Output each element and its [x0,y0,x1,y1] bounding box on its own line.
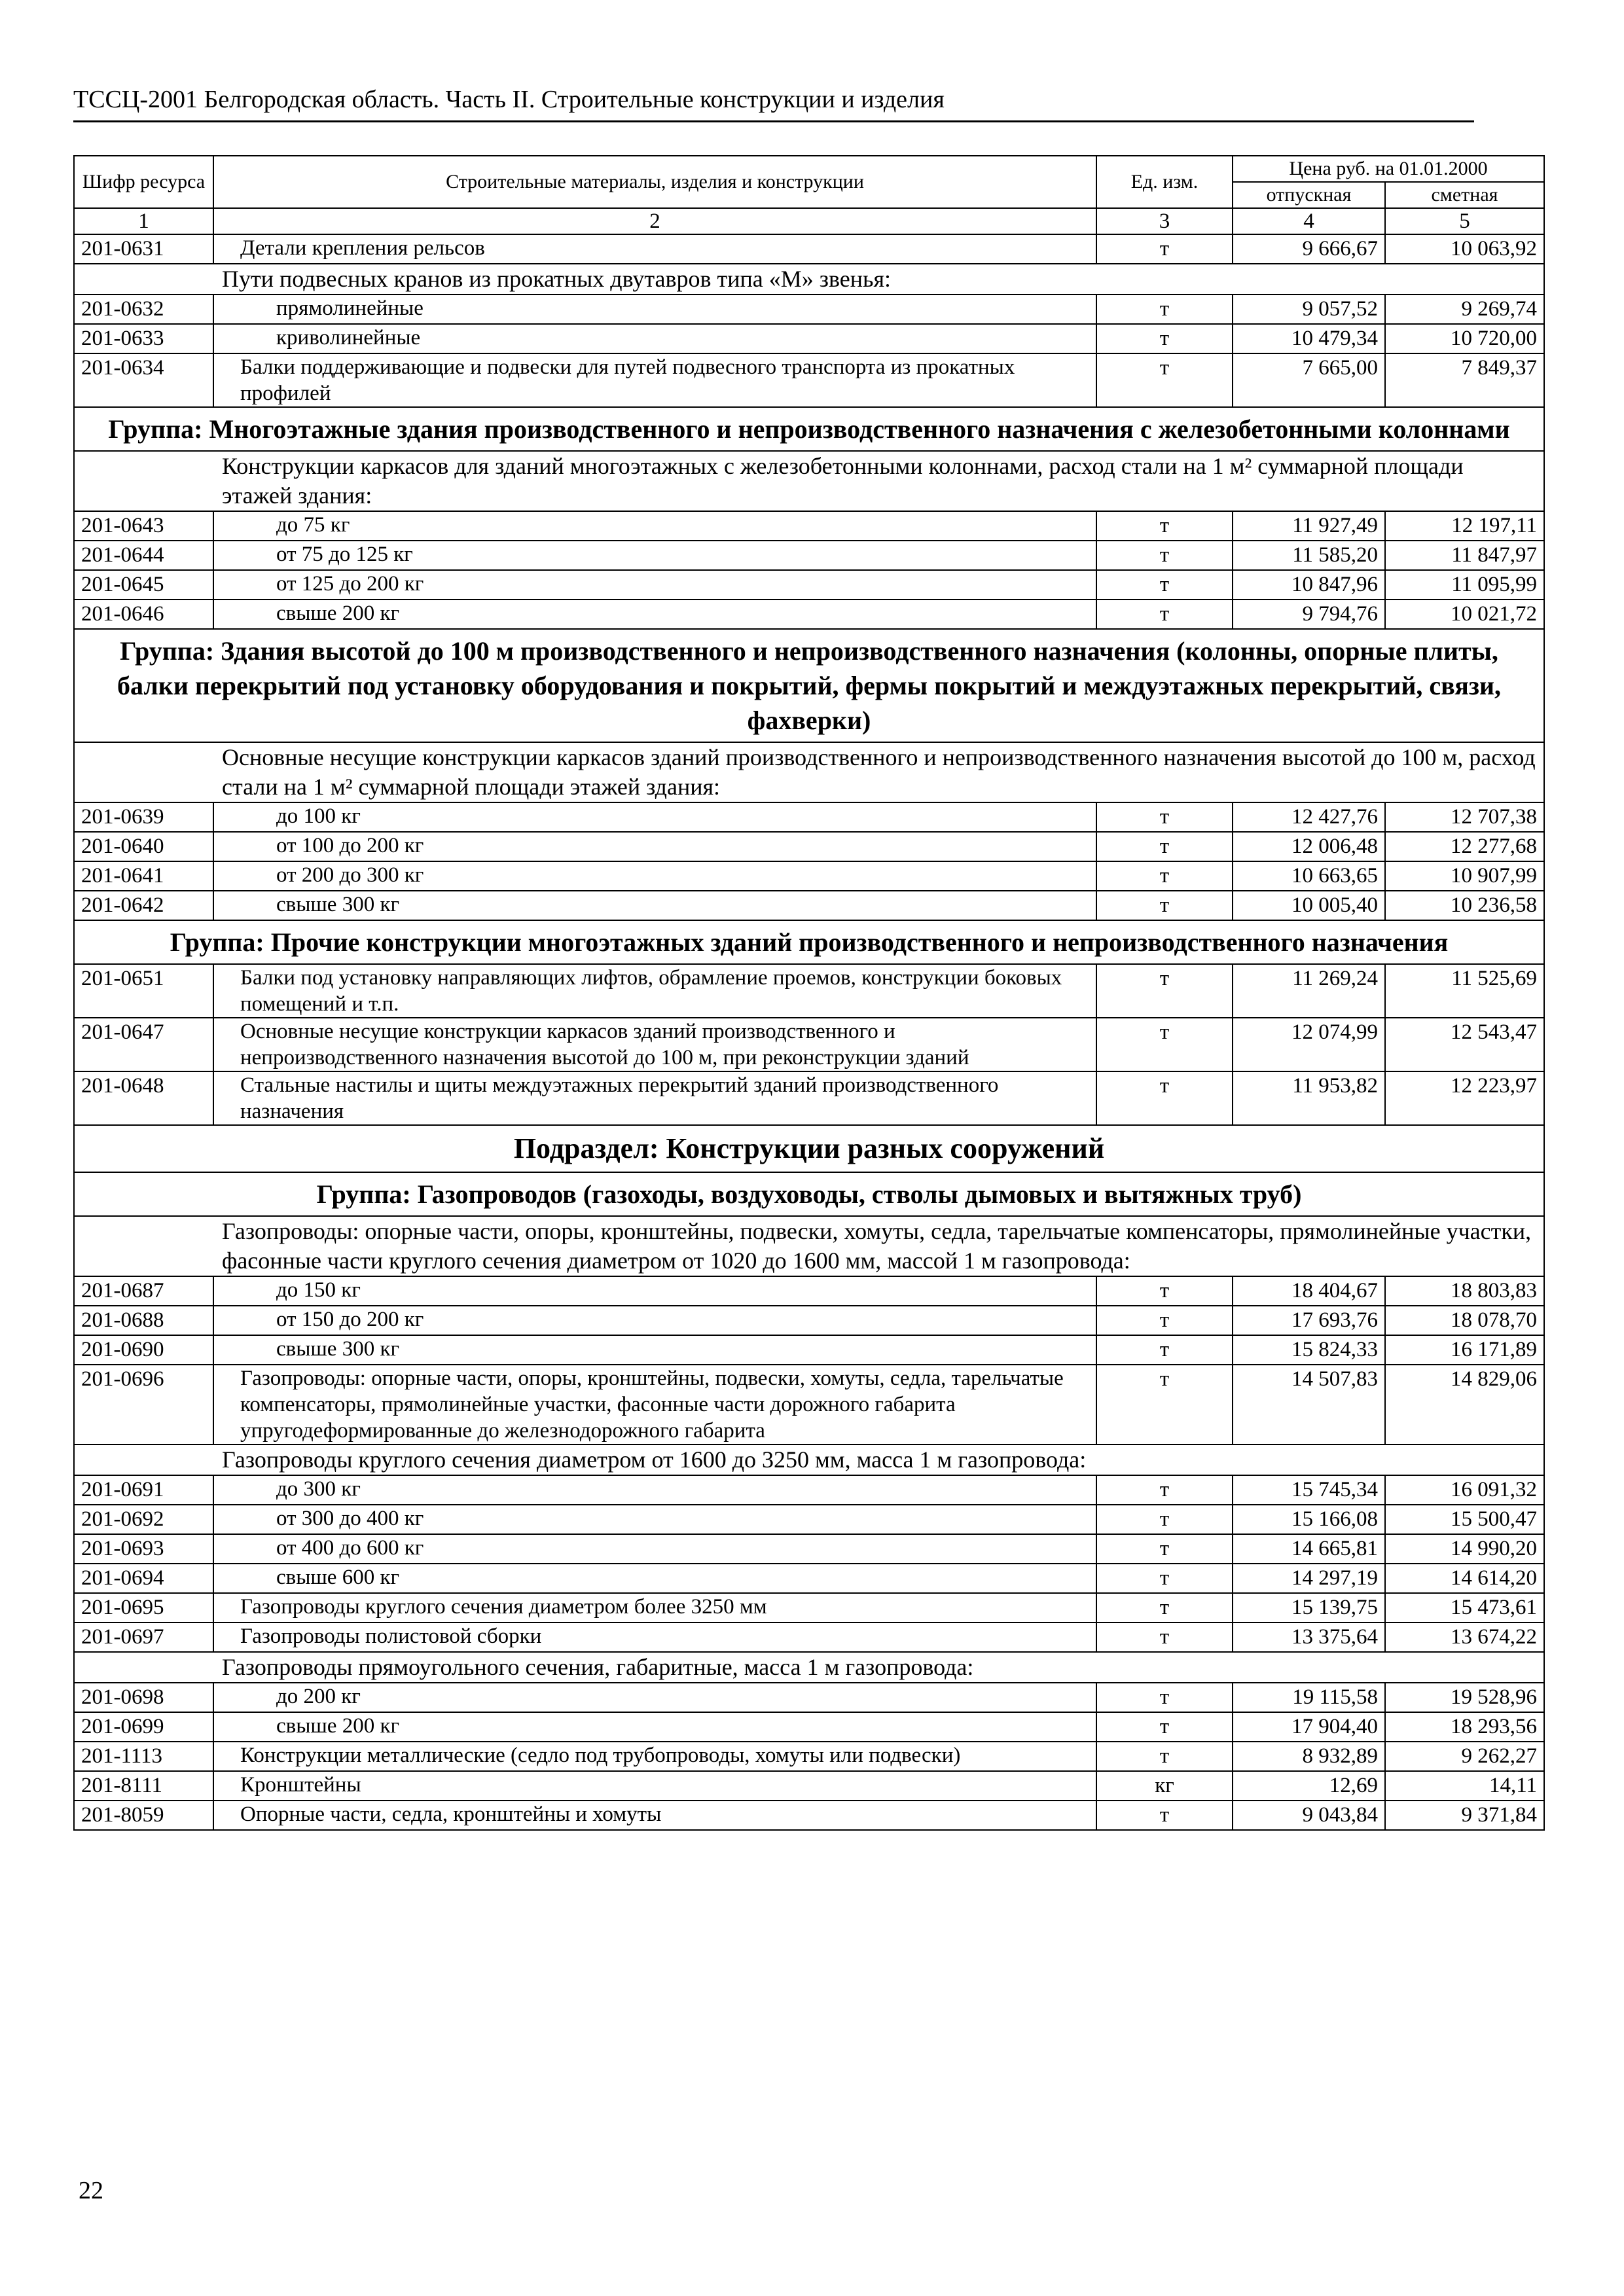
group-heading: Группа: Здания высотой до 100 м производственного и непроизводственного назначения (колонны, опорные плиты, балки перекрытий под установку оборудования и покрытий, фермы покрытий и междуэтажных перекрытий, связи, фахверки) [74,629,1544,742]
release-price: 19 115,58 [1233,1683,1385,1712]
release-price: 9 043,84 [1233,1801,1385,1830]
item-name: Конструкции металлические (седло под трубопроводы, хомуты или подвески) [213,1742,1096,1771]
group-heading-row [74,920,1544,964]
table-row [74,1742,1544,1771]
item-unit: т [1096,964,1233,1018]
page-number: 22 [79,2177,103,2204]
estimate-price: 11 525,69 [1385,964,1544,1018]
item-unit: т [1096,1801,1233,1830]
release-price: 10 663,65 [1233,861,1385,891]
resource-code: 201-1113 [74,1742,213,1771]
list-intro: Газопроводы: опорные части, опоры, кронштейны, подвески, хомуты, седла, тарельчатые компенсаторы, прямолинейные участки, фасонные части круглого сечения диаметром от 1020 до 1600 мм, массой 1 м газопровода: [74,1216,1544,1276]
list-intro-row [74,742,1544,802]
item-unit: т [1096,1534,1233,1564]
estimate-price: 12 223,97 [1385,1071,1544,1125]
table-row [74,1683,1544,1712]
item-name: от 150 до 200 кг [213,1306,1096,1335]
list-intro-row [74,1444,1544,1475]
item-name: криволинейные [213,324,1096,353]
item-unit: т [1096,891,1233,920]
release-price: 12,69 [1233,1771,1385,1801]
table-row [74,295,1544,324]
resource-code: 201-0639 [74,802,213,832]
item-name: Основные несущие конструкции каркасов зданий производственного и непроизводственного назначения высотой до 100 м, при реконструкции зданий [213,1018,1096,1071]
item-unit: т [1096,570,1233,600]
estimate-price: 14,11 [1385,1771,1544,1801]
column-number: 1 [74,208,213,234]
item-unit: т [1096,1623,1233,1652]
table-row [74,891,1544,920]
table-row [74,600,1544,629]
release-price: 11 953,82 [1233,1071,1385,1125]
resource-code: 201-0643 [74,511,213,541]
item-name: до 100 кг [213,802,1096,832]
item-name: Газопроводы круглого сечения диаметром более 3250 мм [213,1593,1096,1623]
item-unit: кг [1096,1771,1233,1801]
item-name: Стальные настилы и щиты междуэтажных перекрытий зданий производственного назначения [213,1071,1096,1125]
table-row [74,353,1544,407]
list-intro-row [74,451,1544,511]
estimate-price: 10 021,72 [1385,600,1544,629]
resource-code: 201-0642 [74,891,213,920]
release-price: 18 404,67 [1233,1276,1385,1306]
release-price: 15 824,33 [1233,1335,1385,1365]
table-row [74,1801,1544,1830]
release-price: 13 375,64 [1233,1623,1385,1652]
list-intro-row [74,1652,1544,1683]
resource-code: 201-0646 [74,600,213,629]
item-name: Газопроводы полистовой сборки [213,1623,1096,1652]
estimate-price: 15 473,61 [1385,1593,1544,1623]
header-release-price: отпускная [1233,182,1385,208]
release-price: 15 745,34 [1233,1475,1385,1505]
estimate-price: 9 269,74 [1385,295,1544,324]
table-body [74,234,1544,1830]
header-name: Строительные материалы, изделия и конструкции [213,156,1096,208]
item-name: Балки поддерживающие и подвески для путей подвесного транспорта из прокатных профилей [213,353,1096,407]
release-price: 12 427,76 [1233,802,1385,832]
release-price: 14 507,83 [1233,1365,1385,1444]
item-name: до 150 кг [213,1276,1096,1306]
item-name: Детали крепления рельсов [213,234,1096,264]
table-row [74,324,1544,353]
resource-code: 201-0692 [74,1505,213,1534]
table-header-row [74,156,1544,182]
table-row [74,1712,1544,1742]
table-row [74,1071,1544,1125]
table-row [74,1276,1544,1306]
release-price: 12 074,99 [1233,1018,1385,1071]
estimate-price: 7 849,37 [1385,353,1544,407]
table-row [74,1564,1544,1593]
list-intro-row [74,264,1544,295]
item-unit: т [1096,1276,1233,1306]
estimate-price: 9 262,27 [1385,1742,1544,1771]
item-unit: т [1096,1071,1233,1125]
document-title: ТССЦ-2001 Белгородская область. Часть II. Строительные конструкции и изделия [73,86,945,113]
release-price: 9 057,52 [1233,295,1385,324]
release-price: 11 585,20 [1233,541,1385,570]
column-number: 5 [1385,208,1544,234]
item-name: от 100 до 200 кг [213,832,1096,861]
release-price: 15 166,08 [1233,1505,1385,1534]
item-unit: т [1096,802,1233,832]
table-row [74,541,1544,570]
item-unit: т [1096,1475,1233,1505]
resource-code: 201-0644 [74,541,213,570]
group-heading-row [74,1172,1544,1216]
item-unit: т [1096,861,1233,891]
release-price: 12 006,48 [1233,832,1385,861]
subsection-heading: Подраздел: Конструкции разных сооружений [74,1125,1544,1172]
table-row [74,570,1544,600]
group-heading-row [74,407,1544,451]
item-unit: т [1096,1365,1233,1444]
estimate-price: 14 990,20 [1385,1534,1544,1564]
item-name: свыше 300 кг [213,1335,1096,1365]
estimate-price: 18 078,70 [1385,1306,1544,1335]
column-number: 2 [213,208,1096,234]
item-name: прямолинейные [213,295,1096,324]
release-price: 10 005,40 [1233,891,1385,920]
estimate-price: 15 500,47 [1385,1505,1544,1534]
release-price: 11 927,49 [1233,511,1385,541]
estimate-price: 10 720,00 [1385,324,1544,353]
table-row [74,861,1544,891]
estimate-price: 12 707,38 [1385,802,1544,832]
item-unit: т [1096,324,1233,353]
resource-code: 201-0699 [74,1712,213,1742]
estimate-price: 18 803,83 [1385,1276,1544,1306]
item-unit: т [1096,1018,1233,1071]
resource-code: 201-0694 [74,1564,213,1593]
item-name: до 75 кг [213,511,1096,541]
resource-code: 201-0697 [74,1623,213,1652]
subsection-heading-row [74,1125,1544,1172]
estimate-price: 19 528,96 [1385,1683,1544,1712]
item-name: от 400 до 600 кг [213,1534,1096,1564]
resource-code: 201-8111 [74,1771,213,1801]
list-intro-row [74,1216,1544,1276]
group-heading: Группа: Многоэтажные здания производственного и непроизводственного назначения с железобетонными колоннами [74,407,1544,451]
item-name: свыше 200 кг [213,1712,1096,1742]
release-price: 10 479,34 [1233,324,1385,353]
item-unit: т [1096,1306,1233,1335]
resource-code: 201-0695 [74,1593,213,1623]
item-unit: т [1096,832,1233,861]
table-row [74,802,1544,832]
item-unit: т [1096,600,1233,629]
group-heading-row [74,629,1544,742]
table-row [74,832,1544,861]
table-row [74,1623,1544,1652]
estimate-price: 13 674,22 [1385,1623,1544,1652]
list-intro: Газопроводы круглого сечения диаметром от 1600 до 3250 мм, масса 1 м газопровода: [74,1444,1544,1475]
resource-code: 201-0634 [74,353,213,407]
estimate-price: 16 091,32 [1385,1475,1544,1505]
estimate-price: 11 847,97 [1385,541,1544,570]
header-code: Шифр ресурса [74,156,213,208]
release-price: 9 666,67 [1233,234,1385,264]
item-name: от 75 до 125 кг [213,541,1096,570]
table-row [74,511,1544,541]
list-intro: Пути подвесных кранов из прокатных двутавров типа «М» звенья: [74,264,1544,295]
item-name: свыше 600 кг [213,1564,1096,1593]
item-name: Кронштейны [213,1771,1096,1801]
item-name: от 300 до 400 кг [213,1505,1096,1534]
item-unit: т [1096,1742,1233,1771]
table-row [74,1505,1544,1534]
item-name: свыше 300 кг [213,891,1096,920]
item-unit: т [1096,295,1233,324]
resource-code: 201-0693 [74,1534,213,1564]
column-number-row [74,208,1544,234]
item-unit: т [1096,234,1233,264]
table-row [74,1593,1544,1623]
table-row [74,1534,1544,1564]
item-unit: т [1096,1683,1233,1712]
price-table [73,155,1545,1831]
item-unit: т [1096,1712,1233,1742]
item-name: от 200 до 300 кг [213,861,1096,891]
resource-code: 201-0633 [74,324,213,353]
item-unit: т [1096,353,1233,407]
table-row [74,1335,1544,1365]
release-price: 7 665,00 [1233,353,1385,407]
resource-code: 201-8059 [74,1801,213,1830]
header-estimate-price: сметная [1385,182,1544,208]
list-intro: Конструкции каркасов для зданий многоэтажных с железобетонными колоннами, расход стали на 1 м² суммарной площади этажей здания: [74,451,1544,511]
table-row [74,234,1544,264]
list-intro: Газопроводы прямоугольного сечения, габаритные, масса 1 м газопровода: [74,1652,1544,1683]
item-name: Газопроводы: опорные части, опоры, кронштейны, подвески, хомуты, седла, тарельчатые компенсаторы, прямолинейные участки, фасонные части дорожного габарита упругодеформированные до железнодорожного габарита [213,1365,1096,1444]
estimate-price: 11 095,99 [1385,570,1544,600]
resource-code: 201-0691 [74,1475,213,1505]
resource-code: 201-0696 [74,1365,213,1444]
resource-code: 201-0632 [74,295,213,324]
estimate-price: 12 543,47 [1385,1018,1544,1071]
estimate-price: 9 371,84 [1385,1801,1544,1830]
estimate-price: 10 907,99 [1385,861,1544,891]
estimate-price: 10 063,92 [1385,234,1544,264]
table-row [74,1475,1544,1505]
table-row [74,1365,1544,1444]
page-header [73,84,1474,122]
column-number: 4 [1233,208,1385,234]
group-heading: Группа: Прочие конструкции многоэтажных зданий производственного и непроизводственного назначения [74,920,1544,964]
table-row [74,1018,1544,1071]
column-number: 3 [1096,208,1233,234]
release-price: 17 904,40 [1233,1712,1385,1742]
resource-code: 201-0648 [74,1071,213,1125]
release-price: 14 297,19 [1233,1564,1385,1593]
resource-code: 201-0690 [74,1335,213,1365]
item-name: от 125 до 200 кг [213,570,1096,600]
table-row [74,964,1544,1018]
item-name: Балки под установку направляющих лифтов, обрамление проемов, конструкции боковых помещений и т.п. [213,964,1096,1018]
header-unit: Ед. изм. [1096,156,1233,208]
estimate-price: 12 197,11 [1385,511,1544,541]
release-price: 15 139,75 [1233,1593,1385,1623]
resource-code: 201-0688 [74,1306,213,1335]
resource-code: 201-0631 [74,234,213,264]
table-row [74,1306,1544,1335]
estimate-price: 14 614,20 [1385,1564,1544,1593]
resource-code: 201-0647 [74,1018,213,1071]
item-unit: т [1096,1505,1233,1534]
table-row [74,1771,1544,1801]
list-intro: Основные несущие конструкции каркасов зданий производственного и непроизводственного назначения высотой до 100 м, расход стали на 1 м² суммарной площади этажей здания: [74,742,1544,802]
release-price: 11 269,24 [1233,964,1385,1018]
release-price: 10 847,96 [1233,570,1385,600]
item-unit: т [1096,511,1233,541]
resource-code: 201-0645 [74,570,213,600]
item-name: до 300 кг [213,1475,1096,1505]
resource-code: 201-0641 [74,861,213,891]
group-heading: Группа: Газопроводов (газоходы, воздуховоды, стволы дымовых и вытяжных труб) [74,1172,1544,1216]
resource-code: 201-0687 [74,1276,213,1306]
estimate-price: 14 829,06 [1385,1365,1544,1444]
release-price: 9 794,76 [1233,600,1385,629]
item-name: свыше 200 кг [213,600,1096,629]
release-price: 8 932,89 [1233,1742,1385,1771]
release-price: 17 693,76 [1233,1306,1385,1335]
item-unit: т [1096,1564,1233,1593]
release-price: 14 665,81 [1233,1534,1385,1564]
resource-code: 201-0640 [74,832,213,861]
header-price: Цена руб. на 01.01.2000 [1233,156,1544,182]
resource-code: 201-0651 [74,964,213,1018]
item-unit: т [1096,541,1233,570]
item-unit: т [1096,1593,1233,1623]
estimate-price: 16 171,89 [1385,1335,1544,1365]
item-name: до 200 кг [213,1683,1096,1712]
item-name: Опорные части, седла, кронштейны и хомуты [213,1801,1096,1830]
estimate-price: 12 277,68 [1385,832,1544,861]
resource-code: 201-0698 [74,1683,213,1712]
estimate-price: 18 293,56 [1385,1712,1544,1742]
item-unit: т [1096,1335,1233,1365]
estimate-price: 10 236,58 [1385,891,1544,920]
